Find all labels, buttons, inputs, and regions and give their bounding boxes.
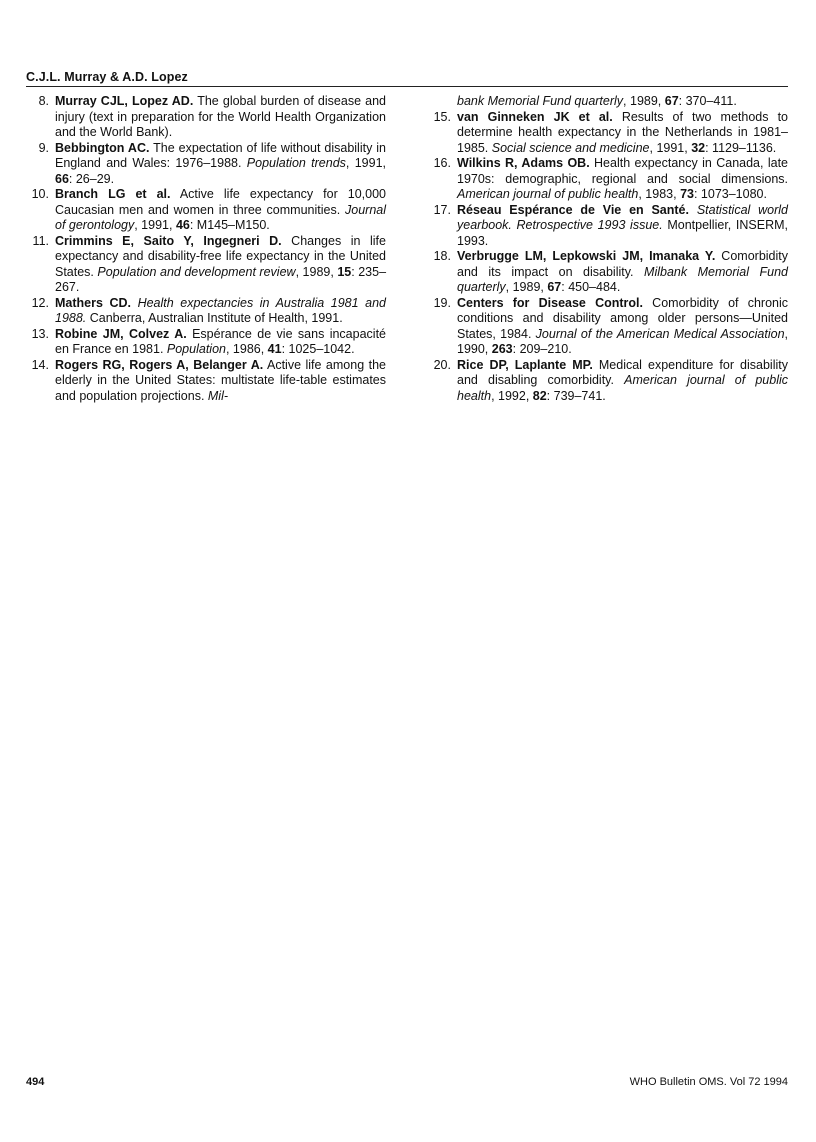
reference-year: , 1986, <box>225 342 268 356</box>
reference-year: , 1991, <box>649 140 692 155</box>
reference-number: 20. <box>433 357 451 372</box>
reference-pages: : 450–484. <box>561 280 621 294</box>
reference-authors: van Ginneken JK et al. <box>457 109 613 124</box>
reference-14-continued <box>428 94 788 110</box>
reference-volume: 15 <box>337 264 352 279</box>
reference-number: 10. <box>31 187 49 201</box>
reference-authors: Crimmins E, Saito Y, Ingegneri D. <box>55 233 282 248</box>
reference-year: , 1992, <box>491 388 533 403</box>
reference-authors: Rogers RG, Rogers A, Belanger A. <box>55 357 264 372</box>
reference-journal: Population and development review <box>97 264 296 279</box>
reference-title: Medical expenditure for disability and disabling comorbidity. <box>457 357 788 387</box>
reference-journal: Mil- <box>207 388 229 403</box>
footer-journal: WHO Bulletin OMS. Vol 72 1994 <box>629 1076 788 1088</box>
reference-journal: American journal of public health <box>457 187 639 201</box>
reference-volume: 32 <box>691 140 706 155</box>
reference-number: 15. <box>433 109 451 124</box>
reference-title: Espérance de vie sans incapacité en France en 1981. <box>55 326 386 356</box>
reference-column-right <box>428 94 788 404</box>
reference-journal: Journal of the American Medical Association <box>535 326 785 341</box>
reference-14 <box>26 358 386 405</box>
reference-title: Health expectancy in Canada, late 1970s: demographic, regional and social dimensions. <box>457 156 788 186</box>
reference-authors: Murray CJL, Lopez AD. <box>55 94 194 108</box>
reference-authors: Mathers CD. <box>55 295 132 310</box>
reference-13 <box>26 327 386 358</box>
header-rule <box>26 86 788 87</box>
reference-pages: : 235–267. <box>55 264 387 294</box>
reference-pages: : 739–741. <box>546 388 606 403</box>
reference-journal: Population trends <box>246 156 346 170</box>
reference-journal: Population <box>166 342 226 356</box>
reference-19 <box>428 296 788 358</box>
reference-title: Active life among the elderly in the United States: multistate life-table estimates and population projections. <box>55 357 386 403</box>
reference-number: 13. <box>31 326 49 341</box>
reference-authors: Robine JM, Colvez A. <box>55 326 187 341</box>
reference-volume: 66 <box>55 171 69 186</box>
reference-title <box>689 203 697 217</box>
reference-number: 14. <box>31 357 49 372</box>
reference-journal: Health expectancies in Australia 1981 and 1988. <box>55 295 386 325</box>
reference-year: , 1989, <box>505 280 548 294</box>
reference-volume: 67 <box>547 280 562 294</box>
reference-authors: Branch LG et al. <box>55 187 171 201</box>
reference-number: 12. <box>31 295 49 310</box>
reference-pages: : 26–29. <box>68 171 115 186</box>
reference-number: 18. <box>433 249 451 263</box>
reference-journal: Journal of gerontology <box>55 202 386 232</box>
reference-journal: Statistical world yearbook. Retrospective 1993 issue. <box>457 202 788 232</box>
reference-pages: : 1129–1136. <box>705 140 777 155</box>
reference-authors: Réseau Espérance de Vie en Santé. <box>457 202 689 217</box>
reference-volume: 263 <box>491 342 513 356</box>
reference-publisher: Canberra, Australian Institute of Health, 1991. <box>86 311 343 325</box>
reference-volume: 67 <box>664 94 679 108</box>
reference-publisher: Montpellier, INSERM, 1993. <box>457 218 788 248</box>
reference-authors: Rice DP, Laplante MP. <box>457 357 593 372</box>
reference-title: Results of two methods to determine health expectancy in the Netherlands in 1981–1985. <box>457 109 788 155</box>
reference-20 <box>428 358 788 405</box>
reference-journal: American journal of public health <box>457 373 788 403</box>
reference-number: 8. <box>38 94 49 108</box>
page-number: 494 <box>26 1076 45 1088</box>
reference-number: 9. <box>38 140 49 155</box>
reference-year: , 1990, <box>457 326 788 356</box>
reference-pages: : 1025–1042. <box>281 342 355 356</box>
reference-volume: 82 <box>532 388 547 403</box>
reference-volume: 41 <box>267 342 282 356</box>
reference-column-left <box>26 94 386 404</box>
running-header-authors: C.J.L. Murray & A.D. Lopez <box>26 70 188 84</box>
reference-title: Comorbidity of chronic conditions and disability among older persons—United States, 1984. <box>457 295 788 341</box>
reference-pages: : 370–411. <box>678 94 737 108</box>
reference-title: Comorbidity and its impact on disability. <box>457 249 788 279</box>
reference-17 <box>428 203 788 250</box>
reference-title: The global burden of disease and injury (text in preparation for the World Health Organization and the World Bank). <box>55 94 386 139</box>
reference-pages: : M145–M150. <box>189 218 270 232</box>
reference-volume: 46 <box>175 218 190 232</box>
reference-title: Active life expectancy for 10,000 Caucasian men and women in three communities. <box>55 187 387 217</box>
reference-journal: Social science and medicine <box>491 140 650 155</box>
reference-8 <box>26 94 386 141</box>
reference-year: , 1991, <box>134 218 176 232</box>
reference-authors: Centers for Disease Control. <box>457 295 643 310</box>
reference-title: Changes in life expectancy and disability-free life expectancy in the United States. <box>55 233 386 279</box>
reference-year: , 1991, <box>345 156 386 170</box>
reference-18 <box>428 249 788 296</box>
reference-year: , 1983, <box>638 187 681 201</box>
reference-pages: : 1073–1080. <box>693 187 767 201</box>
reference-journal: Milbank Memorial Fund quarterly <box>457 264 788 294</box>
reference-authors: Wilkins R, Adams OB. <box>457 156 590 170</box>
reference-year: , 1989, <box>295 264 338 279</box>
reference-volume: 73 <box>680 187 694 201</box>
reference-number: 16. <box>433 156 451 170</box>
reference-number: 11. <box>32 233 49 248</box>
reference-12 <box>26 296 386 327</box>
reference-number: 17. <box>433 202 451 217</box>
reference-9 <box>26 141 386 188</box>
reference-authors: Verbrugge LM, Lepkowski JM, Imanaka Y. <box>457 249 716 263</box>
reference-pages: : 209–210. <box>512 342 572 356</box>
reference-16 <box>428 156 788 203</box>
reference-title: The expectation of life without disability in England and Wales: 1976–1988. <box>55 140 387 170</box>
reference-journal: bank Memorial Fund quarterly <box>457 94 624 108</box>
reference-10 <box>26 187 386 234</box>
reference-11 <box>26 234 386 296</box>
reference-authors: Bebbington AC. <box>55 140 150 155</box>
reference-year: , 1989, <box>623 94 665 108</box>
reference-15 <box>428 110 788 157</box>
reference-number: 19. <box>433 295 451 310</box>
